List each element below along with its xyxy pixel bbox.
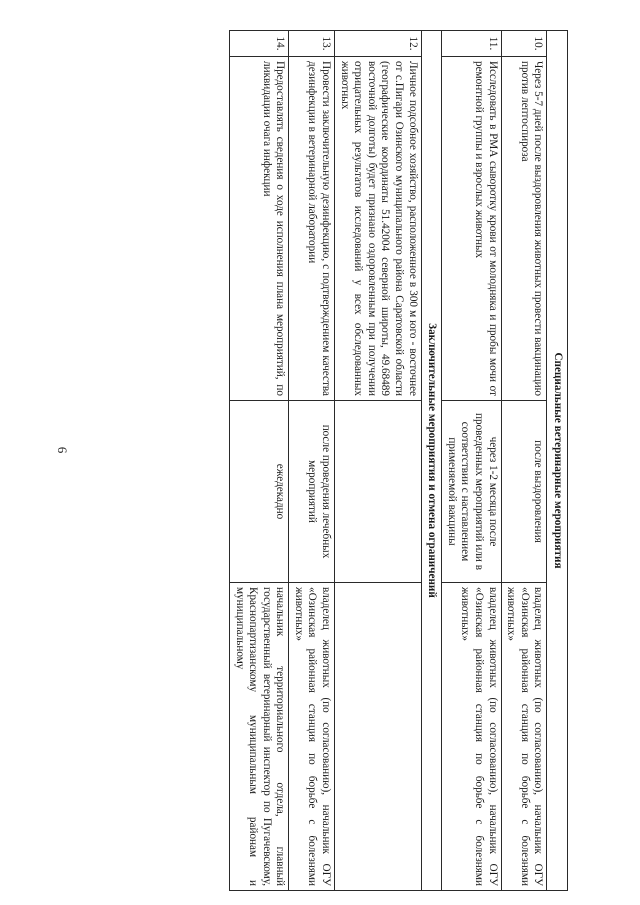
- measure-cell: Через 5-7 дней после выздоровления животных провести вакцинацию против лептоспироза: [501, 57, 547, 401]
- section-title: Заключительные мероприятия и отмена ограничений: [421, 31, 442, 891]
- measure-cell: Предоставлять сведения о ходе исполнения плана мероприятий, по ликвидации очага инфекции: [229, 57, 288, 401]
- measure-cell: Личное подсобное хозяйство, расположенное в 300 м юго - восточнее от с.Пигари Озинского муниципального района Саратовской области (географические координаты 51.42004 северной широты, 49.68489 восточной долготы) будет признано оздоровленным при получении отрицательных результатов исследований у всех обследованных животных: [335, 57, 422, 401]
- responsible-cell: владелец животных (по согласованию), начальник ОГУ «Озинская районная станция по борьбе с болезнями животных»: [442, 583, 501, 891]
- table-row: [335, 31, 422, 891]
- section-title: Специальные ветеринарные мероприятия: [547, 31, 568, 891]
- section-header-special: [547, 31, 568, 891]
- rotated-table-container: [88, 30, 568, 890]
- term-cell: после выздоровления: [501, 401, 547, 583]
- table-row: [229, 31, 288, 891]
- responsible-cell: владелец животных (по согласованию), начальник ОГУ «Озинская районная станция по борьбе с болезнями животных»: [501, 583, 547, 891]
- row-number: 10.: [501, 31, 547, 57]
- term-cell: после проведения лечебных мероприятий: [289, 401, 335, 583]
- measures-table: [229, 30, 568, 891]
- term-cell: через 1-2 месяца после проведенных мероприятий или в соответствии с наставлением применяемой вакцины: [442, 401, 501, 583]
- measure-cell: Исследовать в РМА сыворотку крови от молодняка и пробы мочи от ремонтной группы и взрослых животных: [442, 57, 501, 401]
- responsible-cell: владелец животных (по согласованию), начальник ОГУ «Озинская районная станция по борьбе с болезнями животных»: [289, 583, 335, 891]
- term-cell: ежедекадно: [229, 401, 288, 583]
- row-number: 11.: [442, 31, 501, 57]
- measure-cell: Провести заключительную дезинфекцию, с подтверждением качества дезинфекции в ветеринарной лаборатории: [289, 57, 335, 401]
- term-cell: [335, 401, 422, 583]
- table-row: [442, 31, 501, 891]
- page-number: 6: [55, 446, 70, 454]
- section-header-final: [421, 31, 442, 891]
- row-number: 14.: [229, 31, 288, 57]
- row-number: 12.: [335, 31, 422, 57]
- table-row: [289, 31, 335, 891]
- responsible-cell: [335, 583, 422, 891]
- row-number: 13.: [289, 31, 335, 57]
- responsible-cell: начальник территориального отдела, главный государственный ветеринарный инспектор по Пугачевскому, Краснопартизанскому муниципальным районам и муниципальному: [229, 583, 288, 891]
- table-row: [501, 31, 547, 891]
